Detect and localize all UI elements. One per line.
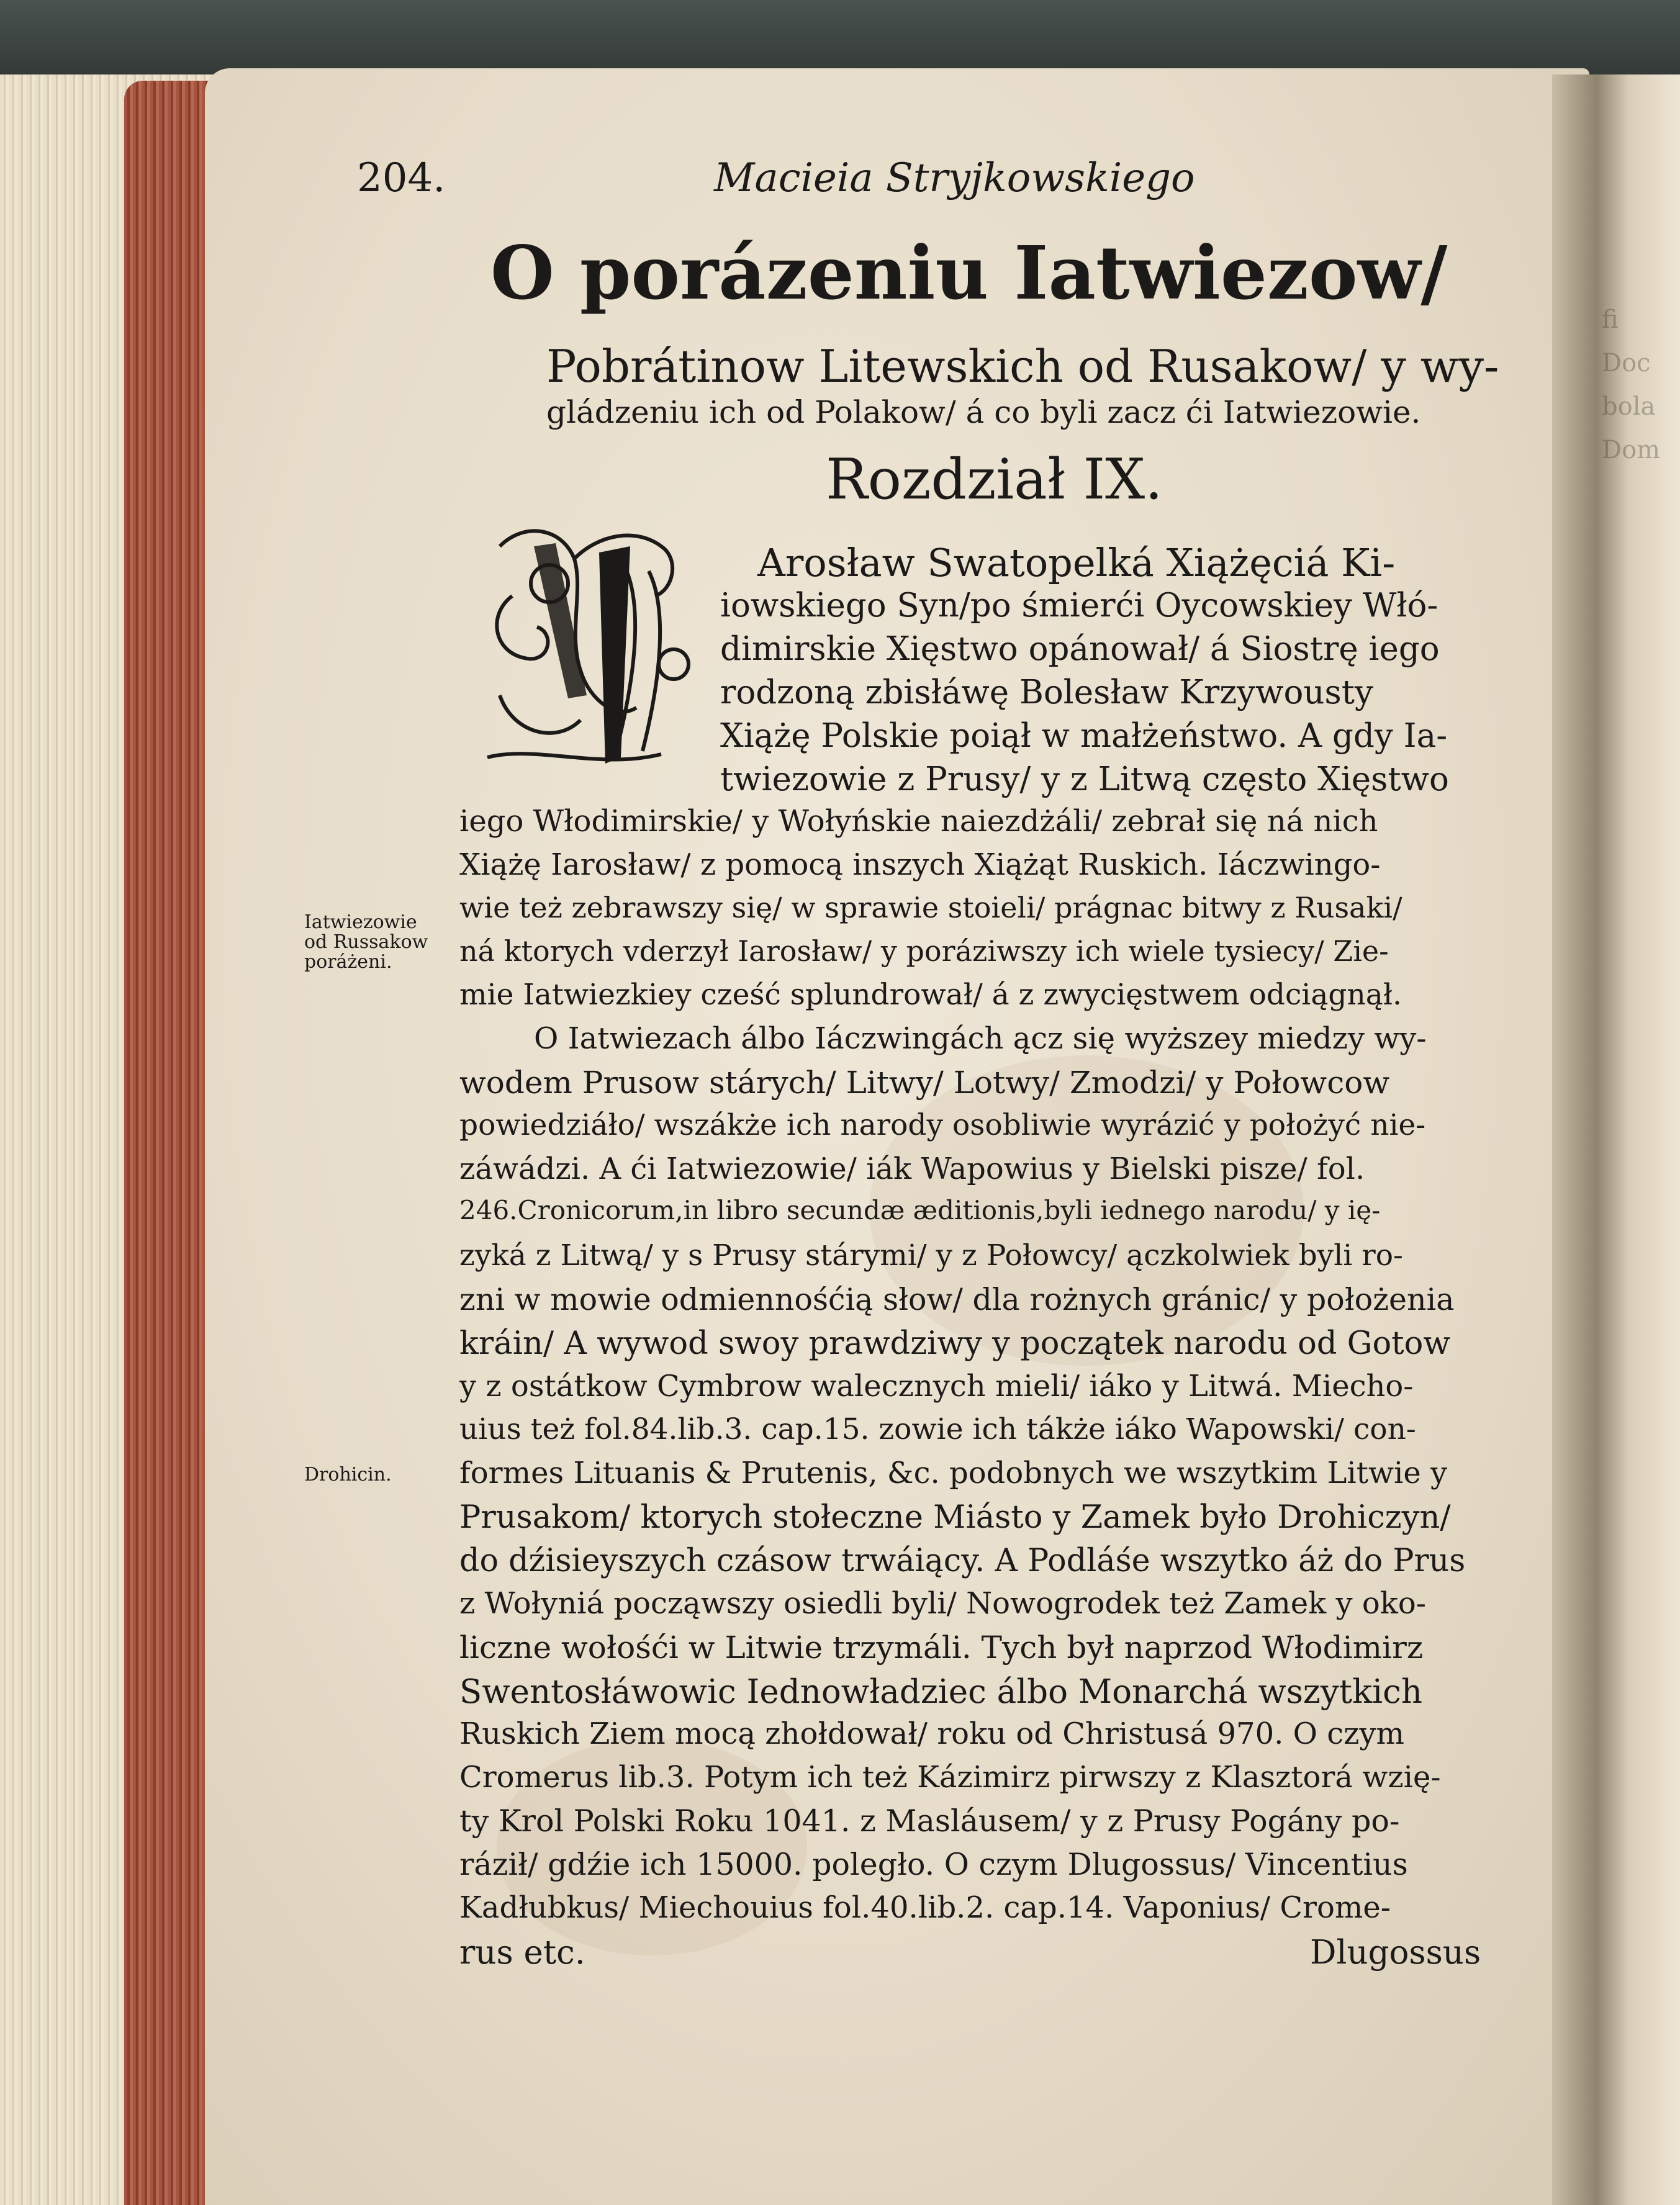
body-line-31: ráził/ gdźie ich 15000. poległo. O czym Dlugossus/ Vincentius [459, 1847, 1408, 1882]
body-line-7: iego Włodimirskie/ y Wołyńskie naiezdżáli/ zebrał się ná nich [459, 804, 1378, 839]
body-line-15: záwádzi. A ći Iatwiezowie/ iák Wapowius y Bielski pisze/ fol. [459, 1152, 1365, 1186]
body-line-26: liczne wołośći w Litwie trzymáli. Tych był naprzod Włodimirz [459, 1630, 1424, 1666]
body-line-9: wie też zebrawszy się/ w sprawie stoieli/ prágnac bitwy z Rusaki/ [459, 891, 1402, 924]
body-line-11: mie Iatwiezkiey cześć splundrował/ á z zwycięstwem odciągnął. [459, 978, 1402, 1012]
body-line-5: Xiążę Polskie poiął w małżeństwo. A gdy Ia- [720, 717, 1448, 755]
ornate-initial-letter [475, 509, 723, 776]
chapter-heading: Rozdział IX. [826, 447, 1163, 512]
body-line-3: dimirskie Xięstwo opánował/ á Siostrę iego [720, 630, 1440, 668]
body-line-8: Xiążę Iarosław/ z pomocą inszych Xiążąt Ruskich. Iáczwingo- [459, 847, 1381, 882]
margin-note-iatwiezowie: Iatwiezowie od Russakow poráżeni. [304, 911, 428, 973]
body-line-24: do dźisieyszych czásow trwáiący. A Podláśe wszytko áż do Prus [459, 1543, 1466, 1579]
body-line-16: 246.Cronicorum,in libro secundæ æditionis,byli iednego narodu/ y ię- [459, 1195, 1381, 1225]
body-line-4: rodzoną zbisłáwę Bolesław Krzywousty [720, 674, 1373, 711]
body-line-27: Swentosłáwowic Iednowładziec álbo Monarchá wszytkich [459, 1673, 1422, 1711]
body-line-10: ná ktorych vderzył Iarosław/ y poráziwszy ich wiele tysiecy/ Zie- [459, 934, 1389, 968]
subtitle-line-2: gládzeniu ich od Polakow/ á co byli zacz ći Iatwiezowie. [546, 394, 1421, 430]
red-page-edge [124, 81, 211, 2205]
catchword: Dlugossus [1310, 1934, 1481, 1972]
body-line-2: iowskiego Syn/po śmierći Oycowskiey Włó- [720, 587, 1438, 625]
body-line-13: wodem Prusow stárych/ Litwy/ Lotwy/ Zmodzi/ y Połowcow [459, 1065, 1390, 1101]
page-number: 204. [357, 155, 446, 201]
body-line-6: twiezowie z Prusy/ y z Litwą często Xięstwo [720, 760, 1449, 798]
body-line-17: zyká z Litwą/ y s Prusy stárymi/ y z Połowcy/ ączkolwiek byli ro- [459, 1238, 1403, 1273]
body-line-21: uius też fol.84.lib.3. cap.15. zowie ich tákże iáko Wapowski/ con- [459, 1412, 1416, 1446]
chapter-title: O porázeniu Iatwiezow/ [490, 230, 1448, 316]
body-line-1: Arosław Swatopelká Xiążęciá Ki- [757, 540, 1396, 585]
gutter-text: fi Doc bola Dom [1602, 305, 1661, 464]
body-line-25: z Wołyniá począwszy osiedli byli/ Nowogrodek też Zamek y oko- [459, 1586, 1426, 1621]
subtitle-line-1: Pobrátinow Litewskich od Rusakow/ y wy- [546, 340, 1499, 392]
body-line-14: powiedziáło/ wszákże ich narody osobliwie wyrázić y położyć nie- [459, 1108, 1426, 1142]
body-line-23: Prusakom/ ktorych stołeczne Miásto y Zamek było Drohiczyn/ [459, 1499, 1451, 1536]
body-line-18: zni w mowie odmiennośćią słow/ dla rożnych gránic/ y położenia [459, 1282, 1455, 1317]
body-line-12: O Iatwiezach álbo Iáczwingách ącz się wyższey miedzy wy- [534, 1021, 1427, 1056]
body-line-33: rus etc. [459, 1934, 585, 1972]
body-line-20: y z ostátkow Cymbrow walecznych mieli/ iáko y Litwá. Miecho- [459, 1369, 1414, 1404]
body-line-22: formes Lituanis & Prutenis, &c. podobnych we wszytkim Litwie y [459, 1456, 1448, 1490]
body-line-29: Cromerus lib.3. Potym ich też Kázimirz pirwszy z Klasztorá wzię- [459, 1760, 1441, 1795]
body-line-19: kráin/ A wywod swoy prawdziwy y początek narodu od Gotow [459, 1325, 1451, 1362]
body-line-28: Ruskich Ziem mocą zhołdował/ roku od Christusá 970. O czym [459, 1716, 1405, 1751]
body-line-32: Kadłubkus/ Miechouius fol.40.lib.2. cap.14. Vaponius/ Crome- [459, 1890, 1391, 1925]
margin-note-drohicin: Drohicin. [304, 1464, 392, 1486]
running-head: Macieia Stryjkowskiego [714, 155, 1195, 201]
body-line-30: ty Krol Polski Roku 1041. z Masláusem/ y z Prusy Pogány po- [459, 1803, 1400, 1839]
